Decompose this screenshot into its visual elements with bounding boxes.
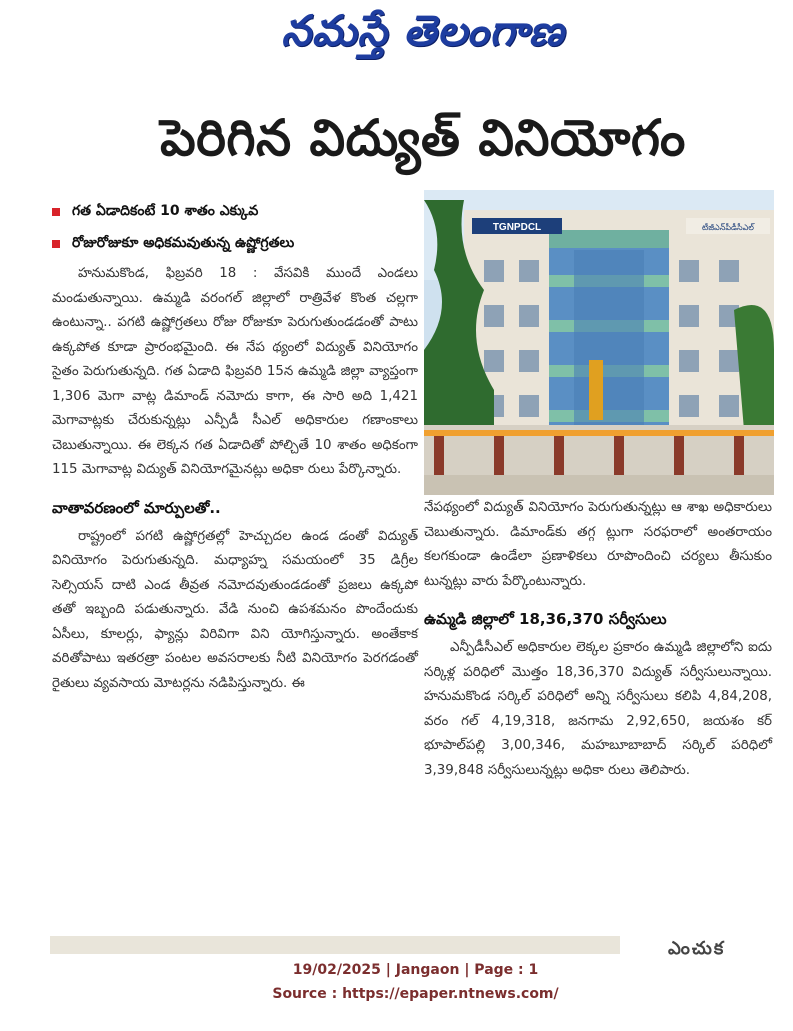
source-link[interactable]: Source : https://epaper.ntnews.com/ (272, 986, 559, 1002)
highlights-list (52, 196, 422, 260)
sign-right-text: టీజీఎన్‌పీడీసీఎల్ (702, 223, 754, 232)
highlight-text: గత ఏడాదికంటే 10 శాతం ఎక్కువ (72, 202, 259, 219)
paragraph: హనుమకొండ, ఫిబ్రవరి 18 : వేసవికి ముందే ఎండలు మండుతున్నాయి. ఉమ్మడి వరంగల్ జిల్లాలో రాత్రివేళ కొంత చల్లగా ఉంటున్నా.. పగటి ఉష్ణోగ్రతలు రోజు రోజుకూ పెరుగుతుండడంతో పాటు ఉక్కపోత కూడా ప్రారంభమైంది. ఈ నేప థ్యంలో విద్యుత్ వినియోగం సైతం పెరుగుతున్నది. గత ఏడాది ఫిబ్రవరి 15న ఉమ్మడి జిల్లా వ్యాప్తంగా 1,306 మెగా వాట్ల డిమాండ్ నమోదు కాగా, ఈ సారి అది 1,421 మెగావాట్లకు చేరుకున్నట్లు ఎన్పీడీ సీఎల్ అధికారుల గణాంకాలు చెబుతున్నాయి. ఈ లెక్కన గత ఏడాదితో పోల్చితే 10 శాతం అధికంగా 115 మెగావాట్ల విద్యుత్ వినియోగమైనట్లు అధికా రులు పేర్కొన్నారు. (52, 266, 418, 477)
paragraph: రాష్ట్రంలో పగటి ఉష్ణోగ్రతల్లో హెచ్చుదల ఉండ డంతో విద్యుత్ వినియోగం పెరుగుతున్నది. మధ్యాహ్న సమయంలో 35 డిగ్రీల సెల్సియస్ దాటి ఎండ తీవ్రత నమోదవుతుండడంతో ప్రజలు ఉక్కపో తతో ఇబ్బంది పడుతున్నారు. వేడి నుంచి ఉపశమనం పొందేందుకు ఏసీలు, కూలర్లు, ఫ్యాన్లు విరివిగా విని యోగిస్తున్నారు. అంతేకాక వరితోపాటు ఇతరత్రా పంటల అవసరాలకు నీటి వినియోగం పెరగడంతో రైతులు వ్యవసాయ మోటర్లను నడిపిస్తున్నారు. ఈ (52, 528, 418, 691)
next-article-strip (50, 936, 620, 954)
paragraph: ఎన్పీడీసీఎల్ అధికారుల లెక్కల ప్రకారం ఉమ్మడి జిల్లాలోని ఐదు సర్కిళ్ల పరిధిలో మొత్తం 18,36,370 విద్యుత్ సర్వీసులున్నాయి. హనుమకొండ సర్కిల్ పరిధిలో అన్ని సర్వీసులు కలిపి 4,84,208, వరం గల్ 4,19,318, జనగామ 2,92,650, జయశం కర్ భూపాల్‌పల్లి 3,00,346, మహబూబాబాద్ సర్కిల్ పరిధిలో 3,39,848 సర్వీసులున్నట్లు అధికా రులు తెలిపారు. (424, 640, 772, 778)
article-photo (424, 190, 774, 495)
newspaper-page (38, 0, 793, 1031)
next-article-fragment: ఎంచుక (668, 938, 726, 959)
masthead (198, 2, 648, 70)
subheading: వాతావరణంలో మార్పులతో.. (52, 498, 221, 517)
highlight-text: రోజురోజుకూ అధికమవుతున్న ఉష్ణోగ్రతలు (72, 234, 295, 251)
highlight-item (52, 228, 422, 260)
subheading: ఉమ్మడి జిల్లాలో 18,36,370 సర్వీసులు (424, 610, 667, 628)
headline (58, 104, 788, 184)
left-column (52, 262, 418, 696)
masthead-title: నమస్తే తెలంగాణ (281, 6, 565, 55)
headline-text: పెరిగిన విద్యుత్ వినియోగం (160, 108, 686, 167)
building-photo-illustration (424, 190, 774, 495)
highlight-item (52, 196, 422, 228)
sign-left-text: TGNPDCL (492, 222, 542, 233)
right-column (424, 496, 772, 783)
paragraph: నేపథ్యంలో విద్యుత్ వినియోగం పెరుగుతున్నట్లు ఆ శాఖ అధికారులు చెబుతున్నారు. డిమాండ్‌కు తగ్గ ట్లుగా సరఫరాలో అంతరాయం కలగకుండా ఉండేలా ప్రణాళికలు రూపొందించి చర్యలు తీసుకుం టున్నట్లు వారు పేర్కొంటున్నారు. (424, 500, 772, 589)
bullet-square-icon (52, 240, 60, 248)
bullet-square-icon (52, 208, 60, 216)
edition-info: 19/02/2025 | Jangaon | Page : 1 (292, 962, 539, 978)
